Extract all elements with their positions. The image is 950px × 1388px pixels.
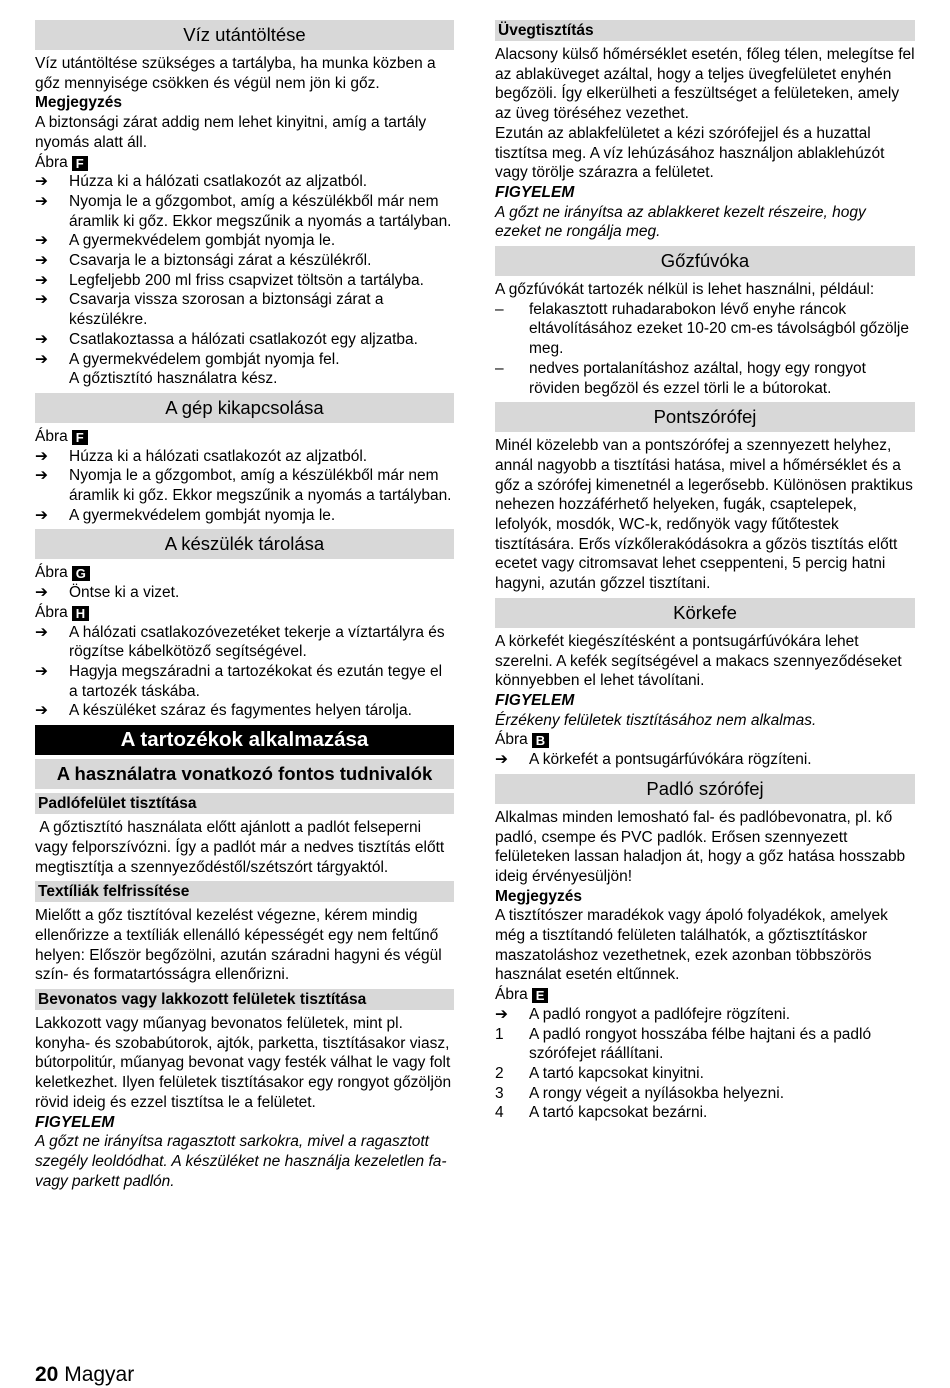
arrow-icon: ➔ xyxy=(35,506,48,524)
korkefe-warning-text: Érzékeny felületek tisztításához nem alkalmas. xyxy=(495,711,817,729)
textil-text: Mielőtt a gőz tisztítóval kezelést végezne, kérem mindig ellenőrizze a textíliák ellenálló képességét egy nem feltűnő helyen: Először begőzölni, azután száradni hagyni és végül szín- és formatartósságra ellenőrizni. xyxy=(35,907,442,984)
arrow-icon: ➔ xyxy=(35,623,48,641)
uveg-warning-label: FIGYELEM xyxy=(495,183,575,201)
page-footer xyxy=(35,1362,134,1388)
figure-badge: F xyxy=(72,156,88,171)
bevonatos-warning-text: A gőzt ne irányítsa ragasztott sarkokra, mivel a ragasztott szegély leoldódhat. A készüléket ne használja kezeletlen fa- vagy parkett padlón. xyxy=(35,1133,447,1190)
arrow-icon: ➔ xyxy=(495,1005,508,1023)
arrow-icon: ➔ xyxy=(35,467,48,485)
padlo-numbered-list xyxy=(495,1025,915,1124)
list-item: ➔ Öntse ki a vizet. xyxy=(35,584,180,602)
page-number: 20 xyxy=(35,1363,59,1386)
arrow-icon: ➔ xyxy=(35,291,48,309)
viz-result: A gőztisztító használatra kész. xyxy=(69,370,278,388)
padlo-szorofej-note-label: Megjegyzés xyxy=(495,887,583,905)
viz-figure-ref: Ábra F xyxy=(35,153,454,173)
viz-note-label: Megjegyzés xyxy=(35,94,123,112)
list-item: 1 A padló rongyot hosszába félbe hajtani és a padló szórófejet ráállítani. xyxy=(495,1025,872,1063)
list-item: ➔ Csavarja le a biztonsági zárat a készülékről. xyxy=(35,252,372,270)
list-item: 2 A tartó kapcsokat kinyitni. xyxy=(495,1064,704,1082)
list-item: ➔ A gyermekvédelem gombját nyomja le. xyxy=(35,232,336,250)
uveg-text-2: Ezután az ablakfelületet a kézi szórófejjel és a huzattal tisztítsa meg. A víz lehúzásához használjon ablaklehúzót vagy törölje szárazra a felületet. xyxy=(495,124,885,182)
step-number: 3 xyxy=(495,1084,504,1102)
bevonatos-warning-label: FIGYELEM xyxy=(35,1113,115,1131)
right-column xyxy=(495,20,915,1123)
dash-marker: – xyxy=(495,359,504,377)
list-item: ➔ A gyermekvédelem gombját nyomja fel. xyxy=(35,350,340,368)
arrow-icon: ➔ xyxy=(35,192,48,210)
kikapcs-figure-ref: Ábra F xyxy=(35,427,454,447)
figure-badge: H xyxy=(72,606,89,621)
figure-badge: G xyxy=(72,566,90,581)
arrow-icon: ➔ xyxy=(35,350,48,368)
bevonatos-text: Lakkozott vagy műanyag bevonatos felületek, mint pl. konyha- és szobabútorok, ajtók, parketta, tisztításakor viasz, bútorpolitúr, műanyag bevonat vagy festék válhat le vagy folt keletkezhet. Ilyen felületek tisztításakor egy rongyot gőzöljön rövid ideig és ezzel tisztítsa le a felületet. xyxy=(35,1015,452,1111)
arrow-icon: ➔ xyxy=(35,447,48,465)
arrow-icon: ➔ xyxy=(35,252,48,270)
heading-tartozekok-alkalmazasa: A tartozékok alkalmazása xyxy=(35,725,454,755)
list-item: ➔ Legfeljebb 200 ml friss csapvizet töltsön a tartályba. xyxy=(35,271,424,289)
heading-pontszorofej: Pontszórófej xyxy=(495,402,915,432)
step-number: 4 xyxy=(495,1104,504,1122)
list-item: 4 A tartó kapcsokat bezárni. xyxy=(495,1104,708,1122)
list-item: – felakasztott ruhadarabokon lévő enyhe ráncok eltávolításához ezeket 10-20 cm-es távolságból gőzölje meg. xyxy=(495,300,909,358)
padlo-szorofej-figure-ref: Ábra E xyxy=(495,985,915,1005)
heading-uvegtisztitas: Üvegtisztítás xyxy=(495,20,915,41)
arrow-icon: ➔ xyxy=(35,702,48,720)
pontszorofej-text: Minél közelebb van a pontszórófej a szennyezett helyhez, annál nagyobb a tisztítási hatása, mivel a hőmérséklet és a gőz a szórófej kimenetnél a legerősebb. Különösen praktikus nehezen hozzáférhető helyeken, fugák, csaptelepek, lefolyók, mosdók, WC-k, redőnyök vagy fűtőtestek tisztítására. Erős vízkőlerakódásokra a gőzös tisztítás előtt ecetet vagy citromsavat lehet cseppenteni, 5 percig hatni hagyni, azután gőzzel tisztítani. xyxy=(495,437,913,593)
tarolas-figure-ref-1: Ábra G xyxy=(35,563,454,583)
list-item: ➔ Csatlakoztassa a hálózati csatlakozót egy aljzatba. xyxy=(35,330,418,348)
step-number: 1 xyxy=(495,1025,504,1043)
list-item: ➔ A gyermekvédelem gombját nyomja le. xyxy=(35,506,336,524)
arrow-icon: ➔ xyxy=(35,662,48,680)
arrow-icon: ➔ xyxy=(35,584,48,602)
list-item: ➔ Hagyja megszáradni a tartozékokat és ezután tegye el a tartozék táskába. xyxy=(35,662,443,700)
uveg-text-1: Alacsony külső hőmérséklet esetén, főleg télen, melegítse fel az ablaküveget azáltal, hogy a teljes üvegfelületet enyhén begőzöli. Így elkerülheti a feszültséget a felületeken, amely az üveg töréséhez vezethet. xyxy=(495,46,915,123)
left-column xyxy=(35,20,454,1191)
list-item: ➔ Húzza ki a hálózati csatlakozót az aljzatból. xyxy=(35,447,368,465)
gozfuvoka-intro: A gőzfúvókát tartozék nélkül is lehet használni, például: xyxy=(495,281,875,299)
dash-marker: – xyxy=(495,300,504,318)
korkefe-warning-label: FIGYELEM xyxy=(495,691,575,709)
heading-viz-utantoltese: Víz utántöltése xyxy=(35,20,454,50)
list-item: ➔ A körkefét a pontsugárfúvókára rögzíteni. xyxy=(495,751,812,769)
arrow-icon: ➔ xyxy=(35,173,48,191)
heading-bevonatos: Bevonatos vagy lakkozott felületek tisztítása xyxy=(35,989,454,1010)
list-item: ➔ A hálózati csatlakozóvezetéket tekerje a víztartályra és rögzítse kábelkötöző segítségével. xyxy=(35,623,445,661)
viz-intro: Víz utántöltése szükséges a tartályba, ha munka közben a gőz mennyisége csökken és végül nem jön ki gőz. xyxy=(35,55,436,92)
korkefe-steps-list xyxy=(495,750,915,770)
arrow-icon: ➔ xyxy=(35,330,48,348)
viz-note-text: A biztonsági zárat addig nem lehet kinyitni, amíg a tartály nyomás alatt áll. xyxy=(35,114,427,151)
korkefe-text: A körkefét kiegészítésként a pontsugárfúvókára lehet szerelni. A kefék segítségével a makacs szennyeződéseket könnyebben el lehet távolítani. xyxy=(495,632,902,690)
viz-steps-list xyxy=(35,172,454,369)
padlo-szorofej-text: Alkalmas minden lemosható fal- és padlóbevonatra, pl. kő padló, csempe és PVC padlók. Erősen szennyezett felületeken lassan haladjon át, hogy a gőz hatása hosszabb ideig érvényesüljön! xyxy=(495,808,906,885)
padlo-szorofej-note-text: A tisztítószer maradékok vagy ápoló folyadékok, amelyek még a tisztítandó felületen találhatók, a gőztisztításkor maszatoláshoz vezethetnek, ezek azonban többszörös használat esetén eltűnnek. xyxy=(495,907,888,984)
list-item: – nedves portalanításhoz azáltal, hogy egy rongyot röviden begőzöl és ezzel törli le a bútorokat. xyxy=(495,359,866,397)
heading-padlo-szorofej: Padló szórófej xyxy=(495,774,915,804)
list-item: ➔ Nyomja le a gőzgombot, amíg a készülékből már nem áramlik ki gőz. Ekkor megszűnik a nyomás a tartályban. xyxy=(35,192,452,230)
uveg-warning-text: A gőzt ne irányítsa az ablakkeret kezelt részeire, hogy ezeket ne rongálja meg. xyxy=(495,203,866,241)
padlo-text: A gőztisztító használata előtt ajánlott a padlót felseperni vagy felporszívózni. Így a padlót már a nedves tisztítás előtt megtisztítja a szennyeződéstől/szétszórt tárgyaktól. xyxy=(35,819,449,876)
heading-gep-kikapcsolasa: A gép kikapcsolása xyxy=(35,393,454,423)
heading-textiliak: Textíliák felfrissítése xyxy=(35,881,454,902)
arrow-icon: ➔ xyxy=(495,751,508,769)
gozfuvoka-dash-list xyxy=(495,300,915,399)
list-item: ➔ Nyomja le a gőzgombot, amíg a készülékből már nem áramlik ki gőz. Ekkor megszűnik a nyomás a tartályban. xyxy=(35,467,452,505)
tarolas-steps-list-1 xyxy=(35,583,454,603)
kikapcs-steps-list xyxy=(35,447,454,526)
list-item: ➔ A padló rongyot a padlófejre rögzíteni. xyxy=(495,1005,791,1023)
arrow-icon: ➔ xyxy=(35,271,48,289)
heading-korkefe: Körkefe xyxy=(495,598,915,628)
tarolas-steps-list-2 xyxy=(35,623,454,722)
arrow-icon: ➔ xyxy=(35,232,48,250)
list-item: ➔ Húzza ki a hálózati csatlakozót az aljzatból. xyxy=(35,173,368,191)
footer-language: Magyar xyxy=(64,1363,135,1386)
tarolas-figure-ref-2: Ábra H xyxy=(35,603,454,623)
korkefe-figure-ref: Ábra B xyxy=(495,730,915,750)
list-item: 3 A rongy végeit a nyílásokba helyezni. xyxy=(495,1084,785,1102)
heading-fontos-tudnivalok: A használatra vonatkozó fontos tudnivalók xyxy=(35,759,454,789)
list-item: ➔ Csavarja vissza szorosan a biztonsági zárat a készülékre. xyxy=(35,291,384,329)
heading-padlofelulet: Padlófelület tisztítása xyxy=(35,793,454,814)
figure-badge: B xyxy=(532,733,549,748)
step-number: 2 xyxy=(495,1064,504,1082)
heading-keszulek-tarolasa: A készülék tárolása xyxy=(35,529,454,559)
list-item: ➔ A készüléket száraz és fagymentes helyen tárolja. xyxy=(35,702,412,720)
figure-badge: E xyxy=(532,988,549,1003)
heading-gozfuvoka: Gőzfúvóka xyxy=(495,246,915,276)
figure-badge: F xyxy=(72,430,88,445)
